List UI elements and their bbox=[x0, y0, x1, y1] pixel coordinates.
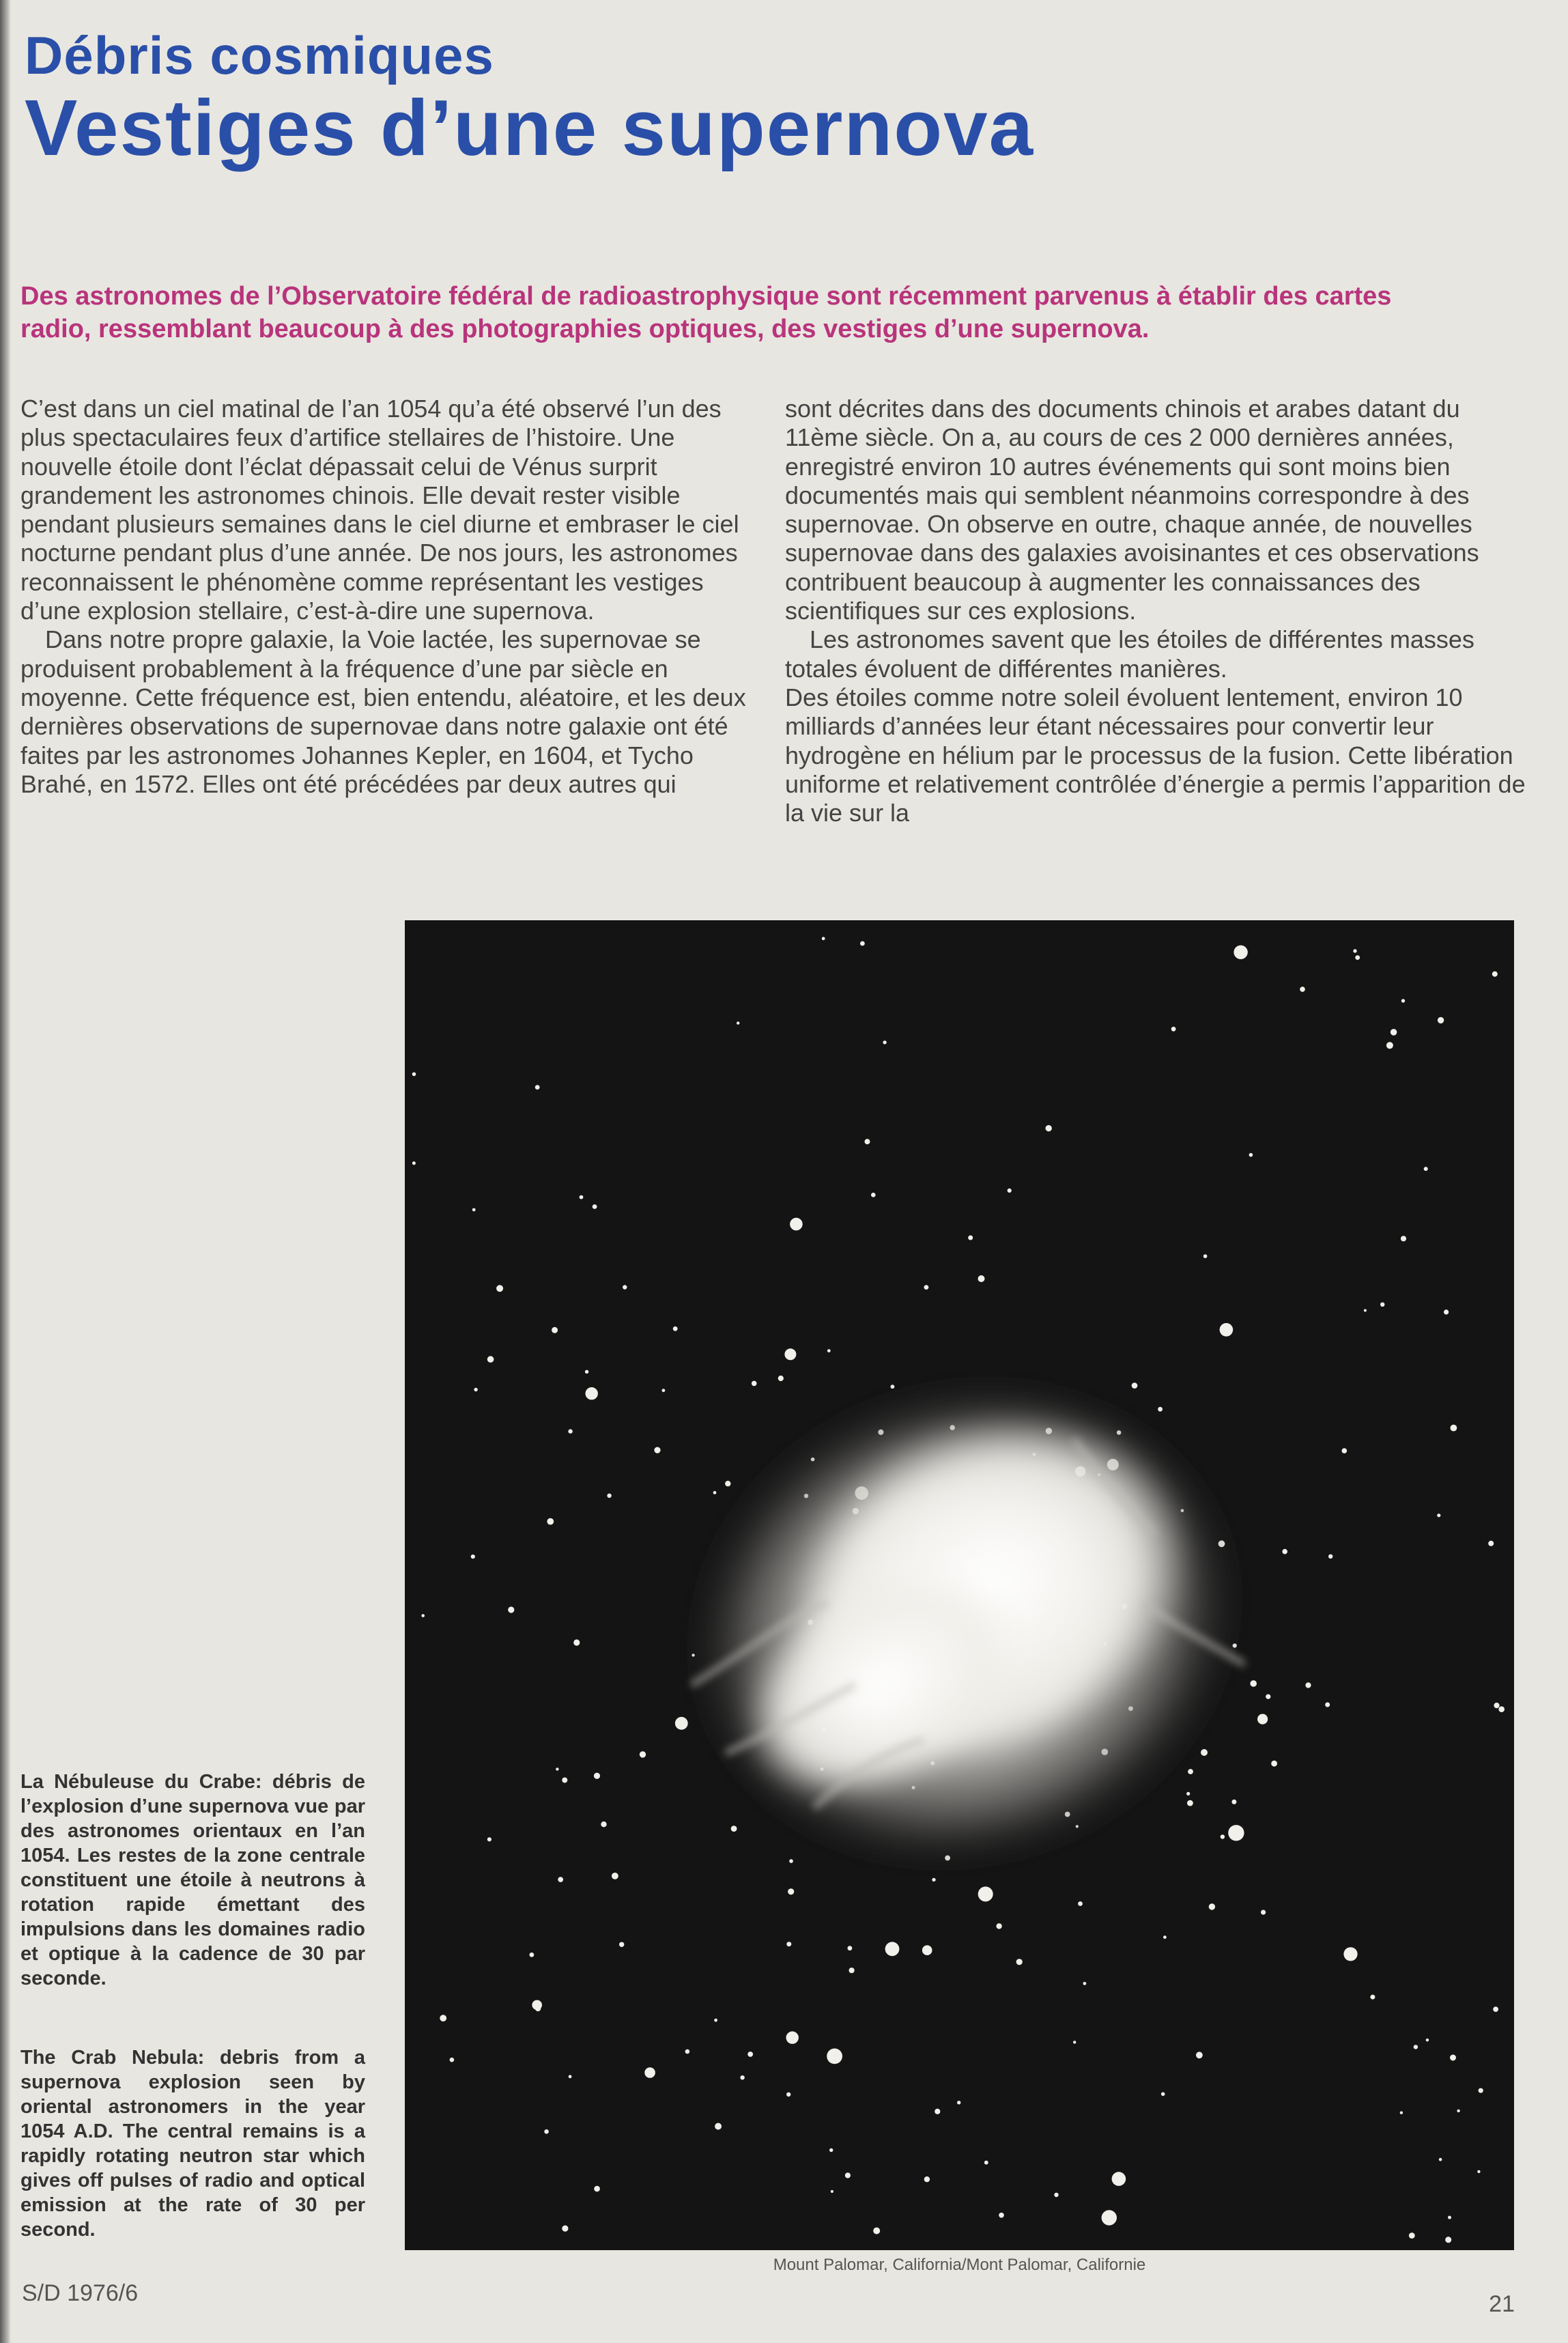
star bbox=[1445, 2236, 1451, 2243]
star bbox=[1380, 1303, 1384, 1307]
star bbox=[654, 1447, 660, 1453]
star bbox=[474, 1388, 477, 1391]
star bbox=[922, 1945, 932, 1955]
star bbox=[1439, 2158, 1442, 2161]
star bbox=[788, 1888, 794, 1894]
star bbox=[568, 1429, 572, 1433]
star bbox=[612, 1873, 618, 1879]
star bbox=[1271, 1761, 1277, 1767]
star bbox=[1343, 1947, 1357, 1961]
star bbox=[1201, 1749, 1208, 1756]
star bbox=[1008, 1189, 1012, 1193]
star bbox=[1250, 1680, 1257, 1687]
photo-caption-english: The Crab Nebula: debris from a supernova explosion seen by oriental astronomers in the year 1054 A.D. The central remains is a rapidly rotating neutron star which gives off pulses of radio and optical emission at the rate of 30 per second. bbox=[20, 2047, 365, 2241]
star bbox=[737, 1021, 739, 1024]
star bbox=[1221, 1834, 1225, 1838]
star bbox=[1493, 2006, 1498, 2012]
star bbox=[1457, 2110, 1459, 2112]
star bbox=[1401, 1236, 1406, 1241]
star bbox=[594, 2186, 600, 2192]
star bbox=[873, 2228, 880, 2234]
star bbox=[1187, 1800, 1193, 1806]
star bbox=[1364, 1309, 1367, 1312]
star bbox=[1492, 971, 1498, 977]
star bbox=[831, 2190, 833, 2193]
star bbox=[786, 2092, 790, 2097]
star bbox=[662, 1389, 666, 1392]
body-paragraph: Les astronomes savent que les étoiles de différentes masses totales évoluent de différentes manières. bbox=[785, 625, 1474, 683]
star bbox=[829, 2148, 833, 2152]
star bbox=[1186, 1792, 1190, 1795]
star bbox=[827, 2049, 842, 2064]
star bbox=[1257, 1714, 1268, 1724]
star bbox=[978, 1886, 993, 1901]
star bbox=[1228, 1825, 1244, 1841]
star bbox=[640, 1751, 646, 1757]
star bbox=[1231, 1800, 1236, 1804]
star bbox=[1353, 949, 1356, 952]
page-binding-edge bbox=[0, 0, 11, 2343]
star bbox=[508, 1606, 514, 1613]
star bbox=[1073, 2041, 1076, 2043]
star bbox=[827, 1349, 831, 1352]
star bbox=[487, 1837, 491, 1841]
star bbox=[1325, 1703, 1330, 1707]
star bbox=[1300, 986, 1305, 992]
star bbox=[547, 1518, 554, 1525]
star bbox=[924, 1285, 929, 1290]
star bbox=[412, 1161, 416, 1165]
star bbox=[984, 2161, 988, 2165]
star bbox=[1102, 2210, 1117, 2225]
star bbox=[1132, 1382, 1138, 1389]
star bbox=[865, 1139, 870, 1144]
star bbox=[1391, 1029, 1397, 1036]
star bbox=[585, 1370, 588, 1374]
star bbox=[996, 1923, 1001, 1929]
star bbox=[1328, 1554, 1332, 1559]
star bbox=[786, 2032, 799, 2044]
star bbox=[1370, 1995, 1375, 2000]
star bbox=[1188, 1769, 1193, 1774]
star bbox=[789, 1859, 793, 1863]
star bbox=[623, 1285, 627, 1289]
star bbox=[725, 1481, 730, 1486]
star bbox=[1046, 1125, 1052, 1131]
star bbox=[1220, 1323, 1234, 1337]
issue-label: S/D 1976/6 bbox=[22, 2280, 139, 2306]
star bbox=[1438, 1017, 1444, 1023]
star bbox=[848, 1946, 853, 1950]
star bbox=[924, 2176, 930, 2182]
photo-credit: Mount Palomar, California/Mont Palomar, Californie bbox=[773, 2256, 1146, 2274]
body-paragraph: Dans notre propre galaxie, la Voie lactée, les supernovae se produisent probablement à la fréquence d’une par siècle en moyenne. Cette fréquence est, bien entendu, aléatoire, et les deux dernières observations de supernovae dans notre galaxie ont été faites par les astronomes Johannes Kepler, en 1604, et Tycho Brahé, en 1572. Elles ont été précédées par deux autres qui bbox=[20, 625, 746, 798]
article-kicker: Débris cosmiques bbox=[25, 25, 494, 85]
crab-nebula-photo bbox=[405, 920, 1514, 2250]
star bbox=[1078, 1901, 1083, 1906]
star bbox=[544, 2129, 549, 2134]
star bbox=[607, 1494, 611, 1498]
star bbox=[1444, 1309, 1449, 1314]
star bbox=[530, 1952, 534, 1957]
star bbox=[535, 1085, 540, 1090]
star bbox=[1112, 2172, 1126, 2186]
star bbox=[740, 2075, 744, 2079]
star bbox=[968, 1236, 973, 1240]
star bbox=[1494, 1703, 1499, 1708]
star bbox=[1386, 1042, 1393, 1049]
star bbox=[1266, 1694, 1270, 1699]
article-lead: Des astronomes de l’Observatoire fédéral de radioastrophysique sont récemment parvenus à établir des cartes radio, ressemblant beaucoup à des photographies optiques, des vestiges d’une supernova. bbox=[20, 282, 1392, 343]
star bbox=[999, 2213, 1004, 2218]
star bbox=[1209, 1903, 1215, 1909]
star bbox=[450, 2058, 455, 2062]
star bbox=[849, 1968, 855, 1973]
star bbox=[594, 1773, 600, 1779]
star bbox=[860, 941, 865, 946]
star bbox=[472, 1208, 476, 1212]
star bbox=[558, 1877, 563, 1882]
star bbox=[1203, 1254, 1208, 1258]
star bbox=[1342, 1448, 1348, 1453]
photo-caption-french: La Nébuleuse du Crabe: débris de l’explosion d’une supernova vue par des astronomes orientaux en l’an 1054. Les restes de la zone centrale constituent une étoile à neutrons à rotation rapide émettant des impulsions dans les domaines radio et optique à la cadence de 30 par seconde. bbox=[20, 1771, 365, 1989]
star bbox=[593, 1204, 597, 1209]
star bbox=[1355, 955, 1360, 960]
star bbox=[573, 1639, 580, 1645]
star bbox=[673, 1326, 678, 1331]
star bbox=[1488, 1541, 1494, 1546]
star bbox=[580, 1195, 584, 1199]
star bbox=[1196, 2051, 1203, 2058]
star bbox=[535, 2006, 541, 2011]
star bbox=[885, 1942, 900, 1956]
body-paragraph: sont décrites dans des documents chinois et arabes datant du 11ème siècle. On a, au cours de ces 2 000 dernières années, enregistré environ 10 autres événements qui sont moins bien documentés mais qui semblent néanmoins correspondre à des supernovae. On observe en outre, chaque année, de nouvelles supernovae dans des galaxies avoisinantes et ces observations contribuent beaucoup à augmenter les connaissances des scientifiques sur ces explosions. bbox=[785, 395, 1479, 625]
star bbox=[1083, 1982, 1087, 1985]
star bbox=[1451, 1425, 1457, 1432]
star bbox=[784, 1348, 796, 1360]
star bbox=[685, 2049, 690, 2054]
body-paragraph: Des étoiles comme notre soleil évoluent lentement, environ 10 milliards d’années leur étant nécessaires pour convertir leur hydrogène en hélium par le processus de la fusion. Cette libération uniforme et relativement contrôlée d’énergie a permis l’apparition de la vie sur la bbox=[785, 683, 1526, 827]
star bbox=[845, 2172, 851, 2178]
star bbox=[1054, 2193, 1058, 2197]
star bbox=[556, 1767, 558, 1770]
star bbox=[586, 1387, 598, 1400]
star bbox=[1450, 2055, 1456, 2061]
star bbox=[731, 1826, 737, 1832]
star bbox=[1424, 1167, 1428, 1171]
star bbox=[412, 1073, 416, 1077]
star bbox=[1158, 1407, 1163, 1412]
star bbox=[1477, 2170, 1480, 2173]
star bbox=[1400, 2112, 1403, 2114]
star bbox=[619, 1942, 624, 1947]
star bbox=[1016, 1959, 1023, 1965]
star bbox=[1448, 2216, 1451, 2219]
body-paragraph: C’est dans un ciel matinal de l’an 1054 qu’a été observé l’un des plus spectaculaires feux d’artifice stellaires de l’histoire. Une nouvelle étoile dont l’éclat dépassait celui de Vénus surprit grandement les astronomes chinois. Elle devait rester visible pendant plusieurs semaines dans le ciel diurne et embraser le ciel nocturne pendant plus d’une année. De nos jours, les astronomes reconnaissent le phénomène comme représentant les vestiges d’une explosion stellaire, c’est-à-dire une supernova. bbox=[20, 395, 739, 625]
star bbox=[747, 2051, 753, 2057]
star bbox=[1426, 2039, 1429, 2041]
star bbox=[1171, 1027, 1176, 1032]
star bbox=[1401, 999, 1405, 1002]
star bbox=[601, 1821, 606, 1827]
star bbox=[1414, 2045, 1418, 2049]
star bbox=[569, 2075, 572, 2078]
star bbox=[1282, 1549, 1287, 1554]
body-column-right bbox=[785, 395, 1529, 827]
star bbox=[822, 937, 825, 940]
star bbox=[471, 1554, 475, 1559]
star bbox=[1249, 1153, 1253, 1157]
star bbox=[562, 2226, 568, 2232]
star bbox=[440, 2015, 446, 2021]
star bbox=[1409, 2232, 1415, 2239]
star bbox=[790, 1218, 803, 1231]
star bbox=[496, 1285, 503, 1292]
star bbox=[487, 1356, 494, 1363]
page-number: 21 bbox=[1489, 2291, 1515, 2317]
star bbox=[421, 1614, 425, 1617]
star bbox=[1479, 2088, 1483, 2093]
star bbox=[1437, 1514, 1440, 1517]
star bbox=[932, 1878, 935, 1882]
star bbox=[957, 2101, 960, 2104]
star bbox=[1163, 1935, 1167, 1939]
article-title: Vestiges d’une supernova bbox=[25, 83, 1035, 172]
star bbox=[752, 1381, 757, 1387]
star bbox=[562, 1778, 567, 1783]
star bbox=[713, 1491, 717, 1494]
star bbox=[552, 1327, 558, 1333]
star bbox=[786, 1942, 791, 1946]
star bbox=[1161, 2092, 1165, 2097]
star bbox=[883, 1040, 886, 1044]
star bbox=[714, 2019, 717, 2022]
star bbox=[1305, 1682, 1311, 1688]
star bbox=[935, 2109, 940, 2114]
star bbox=[1234, 946, 1247, 959]
star bbox=[644, 2067, 655, 2078]
body-column-left bbox=[20, 395, 765, 799]
star bbox=[871, 1193, 876, 1197]
nebula-image bbox=[405, 920, 1514, 2250]
star bbox=[715, 2123, 722, 2130]
star bbox=[1261, 1910, 1266, 1915]
star bbox=[978, 1275, 985, 1282]
star bbox=[1498, 1706, 1505, 1712]
star bbox=[675, 1717, 688, 1730]
star bbox=[778, 1376, 784, 1381]
